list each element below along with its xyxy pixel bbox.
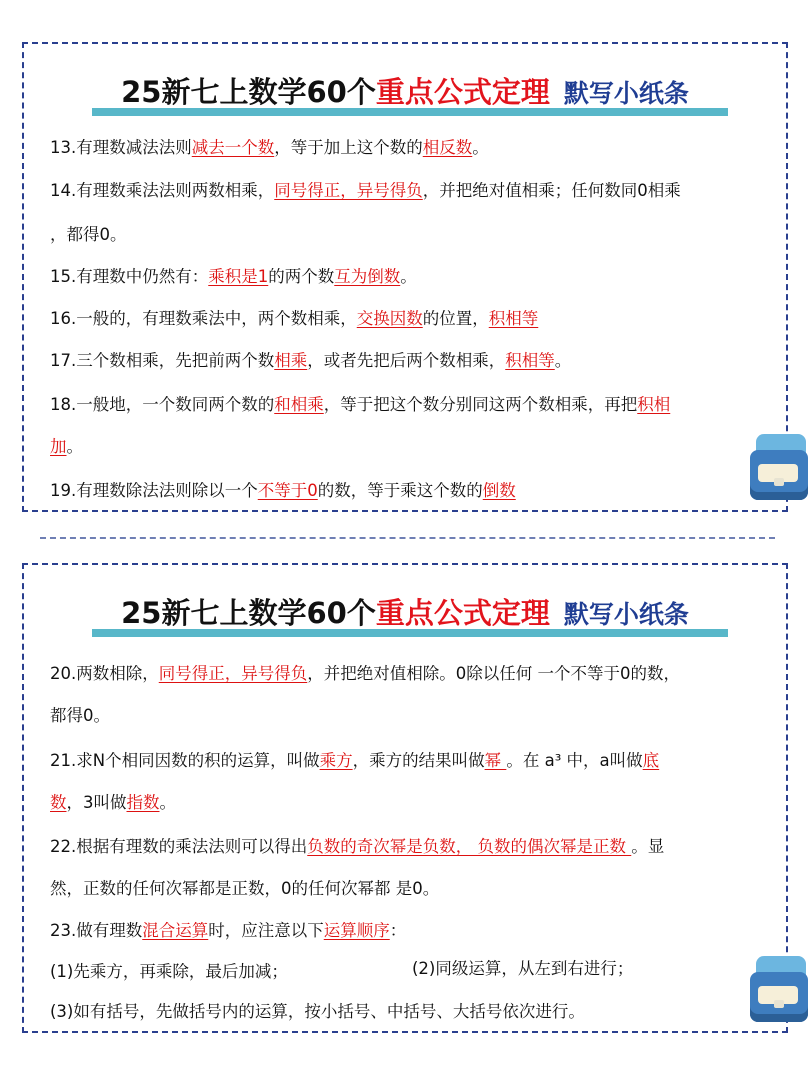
text-line	[50, 350, 571, 372]
key-term: 相反数	[422, 138, 473, 157]
key-term: 数	[50, 793, 67, 812]
key-term: 同号得正，异号得负	[274, 181, 423, 200]
formula-card-1	[22, 42, 788, 512]
text-segment: 18.一般地，一个数同两个数的	[50, 395, 275, 414]
text-line	[50, 436, 83, 458]
text-segment: 21.求N个相同因数的积的运算，叫做	[50, 751, 320, 770]
title-part-2: 重点公式定理	[375, 596, 550, 630]
text-segment: 。	[554, 351, 572, 370]
text-line	[50, 792, 176, 814]
key-term: 相乘	[274, 351, 308, 370]
key-term: 混合运算	[142, 921, 209, 940]
key-term: 同号得正，异号得负	[158, 664, 308, 683]
text-segment: ，3叫做	[66, 793, 127, 812]
text-segment: (3)如有括号，先做括号内的运算，按小括号、中括号、大括号依次进行。	[50, 1002, 585, 1021]
title-part-1: 25新七上数学60个	[121, 596, 376, 630]
text-segment: ，等于加上这个数的	[274, 138, 423, 157]
text-line	[50, 878, 439, 900]
key-term: 乘方	[319, 751, 353, 770]
key-term: 互为倒数	[334, 267, 401, 286]
text-line	[50, 308, 538, 330]
text-segment: 13.有理数减法法则	[50, 138, 192, 157]
key-term: 底	[642, 751, 660, 770]
text-segment: 17.三个数相乘，先把前两个数	[50, 351, 275, 370]
key-term: 幂	[484, 751, 507, 770]
text-line	[50, 663, 680, 685]
text-segment: 16.一般的，有理数乘法中，两个数相乘，	[50, 309, 357, 328]
text-segment: 的位置，	[422, 309, 489, 328]
text-line	[50, 394, 670, 416]
text-segment: 。	[472, 138, 489, 157]
title-part-2: 重点公式定理	[375, 75, 550, 109]
key-term: 减去一个数	[191, 138, 275, 157]
text-line	[50, 266, 417, 288]
text-segment: 23.做有理数	[50, 921, 143, 940]
key-term: 指数	[126, 793, 160, 812]
text-segment: (1)先乘方，再乘除，最后加减；	[50, 962, 288, 981]
text-line	[50, 836, 664, 858]
text-segment: 15.有理数中仍然有：	[50, 267, 209, 286]
text-line	[50, 961, 288, 983]
formula-card-2	[22, 563, 788, 1033]
text-segment: 时，应注意以下	[208, 921, 324, 940]
text-segment: 20.两数相除，	[50, 664, 159, 683]
title-part-3: 默写小纸条	[563, 600, 689, 629]
text-line	[50, 480, 516, 502]
text-line	[50, 750, 659, 772]
text-segment: ，或者先把后两个数相乘，	[307, 351, 506, 370]
text-segment: 。	[159, 793, 176, 812]
text-segment: 。显	[631, 837, 665, 856]
card-1-title	[24, 72, 786, 118]
text-segment: 的两个数	[268, 267, 335, 286]
card-2-title	[24, 593, 786, 639]
text-segment: ：	[389, 921, 407, 940]
text-line	[50, 1001, 585, 1023]
title-part-1: 25新七上数学60个	[121, 75, 376, 109]
key-term: 积相	[637, 395, 671, 414]
text-line	[50, 705, 110, 727]
key-term: 乘积是1	[208, 267, 269, 286]
text-segment: 。在 a³ 中，a叫做	[506, 751, 643, 770]
text-segment: ，并把绝对值相除。0除以任何 一个不等于0的数，	[307, 664, 680, 683]
text-segment: 的数，等于乘这个数的	[317, 481, 483, 500]
text-line	[50, 920, 406, 942]
key-term: 和相乘	[274, 395, 324, 414]
key-term: 运算顺序	[323, 921, 390, 940]
key-term: 积相等	[488, 309, 539, 328]
text-segment: 都得0。	[50, 706, 110, 725]
key-term: 加	[50, 437, 67, 456]
suitcase-icon	[748, 434, 810, 504]
text-segment: 。	[66, 437, 83, 456]
key-term: 负数的奇次幂是负数， 负数的偶次幂是正数	[307, 837, 632, 856]
side-note: (2)同级运算，从左到右进行；	[412, 959, 634, 978]
key-term: 积相等	[505, 351, 555, 370]
text-line	[50, 224, 127, 246]
key-term: 不等于0	[257, 481, 318, 500]
text-segment: 19.有理数除法法则除以一个	[50, 481, 258, 500]
text-line	[50, 180, 681, 202]
text-segment: ，都得0。	[50, 225, 127, 244]
text-line	[50, 137, 489, 159]
title-part-3: 默写小纸条	[563, 79, 689, 108]
text-segment: 14.有理数乘法法则两数相乘，	[50, 181, 275, 200]
suitcase-icon	[748, 956, 810, 1026]
text-segment: ，乘方的结果叫做	[352, 751, 485, 770]
text-segment: ，等于把这个数分别同这两个数相乘，再把	[323, 395, 638, 414]
key-term: 交换因数	[356, 309, 423, 328]
section-divider	[40, 537, 775, 539]
key-term: 倒数	[482, 481, 516, 500]
text-segment: 22.根据有理数的乘法法则可以得出	[50, 837, 308, 856]
text-segment: 。	[400, 267, 417, 286]
text-segment: 然，正数的任何次幂都是正数，0的任何次幂都 是0。	[50, 879, 440, 898]
text-segment: ，并把绝对值相乘；任何数同0相乘	[422, 181, 681, 200]
